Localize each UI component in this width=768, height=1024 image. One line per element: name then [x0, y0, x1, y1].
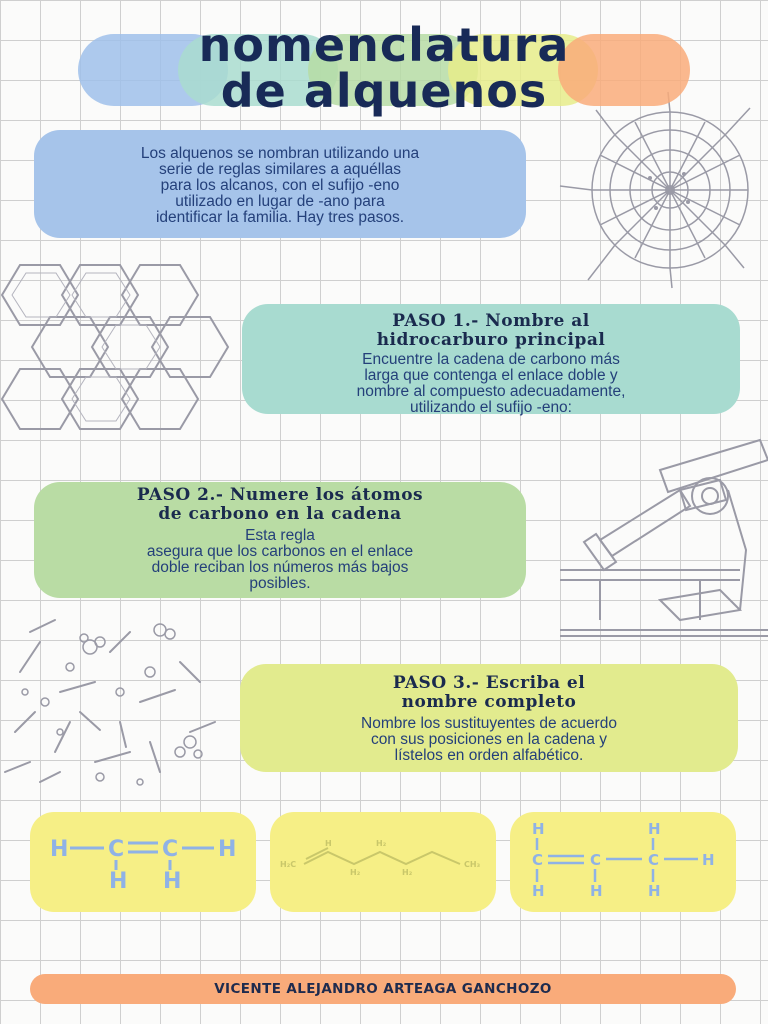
step-3-body — [254, 716, 724, 764]
title-line-2: de alquenos — [220, 64, 548, 118]
step-3-box — [240, 664, 738, 772]
step-body-line: lístelos en orden alfabético. — [394, 747, 584, 764]
step-1-box — [242, 304, 740, 414]
propene-structure-card — [510, 812, 736, 912]
step-2-box — [34, 482, 526, 598]
step-body-line: Encuentre la cadena de carbono más — [362, 351, 620, 368]
step-heading-line: PASO 3.- Escriba el — [392, 673, 586, 693]
ethene-atom: H — [218, 837, 237, 862]
hexene-atom: H₂ — [402, 868, 413, 877]
step-body-line: nombre al compuesto adecuadamente, — [356, 383, 626, 400]
step-body-line: posibles. — [249, 575, 311, 592]
step-heading-line: hidrocarburo principal — [376, 330, 606, 350]
intro-line: para los alcanos, con el sufijo -eno — [160, 177, 400, 194]
propene-atom: C — [648, 851, 660, 869]
ethene-atom: H — [50, 837, 69, 862]
step-3-heading — [254, 674, 724, 712]
author-name: VICENTE ALEJANDRO ARTEAGA GANCHOZO — [214, 981, 552, 997]
step-1-body — [256, 352, 726, 416]
ethene-structure-card — [30, 812, 256, 912]
step-body-line: larga que contenga el enlace doble y — [364, 367, 618, 384]
intro-line: serie de reglas similares a aquéllas — [158, 161, 402, 178]
page-title — [0, 18, 768, 118]
propene-atom: H — [648, 820, 661, 838]
step-body-line: Nombre los sustituyentes de acuerdo — [361, 715, 617, 732]
propene-structure-icon — [510, 812, 736, 912]
hexene-atom: H — [325, 839, 332, 848]
ethene-structure-icon — [30, 812, 256, 912]
propene-atom: H — [590, 882, 603, 900]
step-body-line: Esta regla — [245, 527, 315, 544]
microscope-sketch-icon — [540, 430, 768, 645]
hexene-atom: H₂ — [350, 868, 361, 877]
hexene-atom: H₂C — [280, 860, 297, 869]
step-heading-line: de carbono en la cadena — [158, 504, 402, 524]
ethene-atom: C — [162, 837, 179, 862]
author-footer — [30, 974, 736, 1004]
intro-line: Los alquenos se nombran utilizando una — [140, 145, 420, 162]
propene-atom: C — [590, 851, 602, 869]
ethene-atom: C — [108, 837, 125, 862]
propene-atom: H — [702, 851, 715, 869]
radial-cell-sketch-icon — [540, 90, 768, 290]
intro-box — [34, 130, 526, 238]
intro-text — [54, 146, 506, 226]
step-heading-line: PASO 2.- Numere los átomos — [136, 485, 424, 505]
intro-line: identificar la familia. Hay tres pasos. — [155, 209, 405, 226]
step-body-line: asegura que los carbonos en el enlace — [146, 543, 414, 560]
step-body-line: doble reciban los números más bajos — [151, 559, 409, 576]
step-heading-line: PASO 1.- Nombre al — [392, 311, 590, 331]
hexagon-mesh-sketch-icon — [0, 255, 240, 440]
step-body-line: con sus posiciones en la cadena y — [370, 731, 608, 748]
hexene-structure-card — [270, 812, 496, 912]
step-heading-line: nombre completo — [401, 692, 577, 712]
propene-atom: H — [648, 882, 661, 900]
ethene-atom: H — [109, 869, 128, 894]
hexene-structure-icon — [270, 812, 496, 912]
intro-line: utilizado en lugar de -ano para — [175, 193, 385, 210]
ethene-atom: H — [163, 869, 182, 894]
propene-atom: H — [532, 820, 545, 838]
propene-atom: H — [532, 882, 545, 900]
step-2-body — [48, 528, 512, 592]
step-body-line: utilizando el sufijo -eno: — [410, 399, 572, 416]
title-line-1: nomenclatura — [198, 18, 570, 72]
propene-atom: C — [532, 851, 544, 869]
step-1-heading — [256, 312, 726, 350]
hexene-atom: H₂ — [376, 839, 387, 848]
hexene-atom: CH₃ — [464, 860, 481, 869]
step-2-heading — [48, 486, 512, 524]
bacteria-sketch-icon — [0, 612, 225, 792]
